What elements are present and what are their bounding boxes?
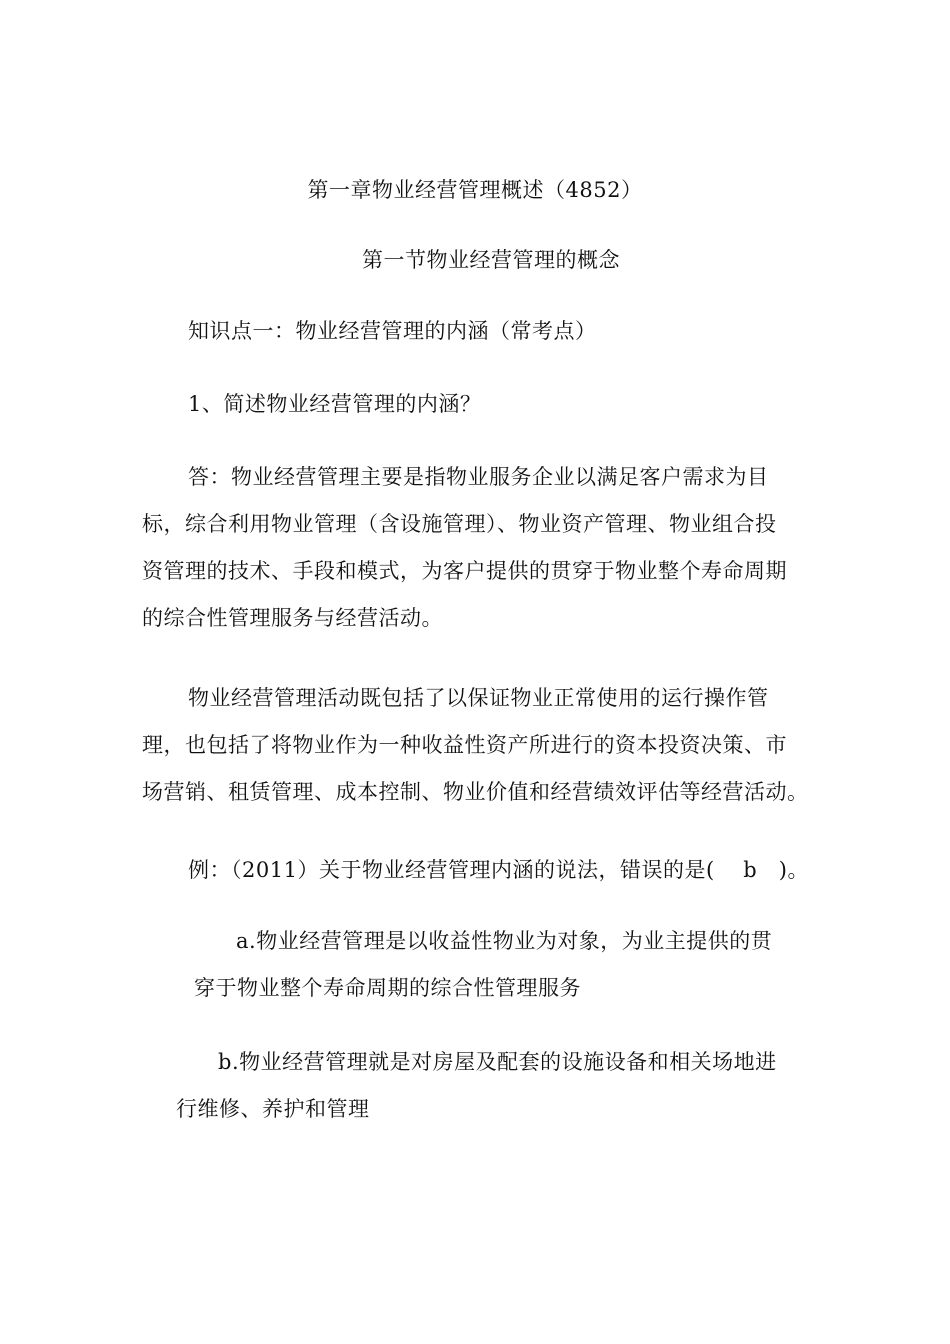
paragraph-line: 理，也包括了将物业作为一种收益性资产所进行的资本投资决策、市 (142, 733, 787, 757)
answer-line: 资管理的技术、手段和模式，为客户提供的贯穿于物业整个寿命周期 (142, 559, 787, 583)
option-b-line: 行维修、养护和管理 (176, 1097, 370, 1121)
knowledge-point-heading: 知识点一：物业经营管理的内涵（常考点） (188, 319, 597, 343)
answer-line: 答：物业经营管理主要是指物业服务企业以满足客户需求为目 (188, 465, 769, 489)
paragraph-line: 场营销、租赁管理、成本控制、物业价值和经营绩效评估等经营活动。 (142, 780, 809, 804)
chapter-title: 第一章物业经营管理概述（4852） (307, 178, 643, 202)
option-a-line: 穿于物业整个寿命周期的综合性管理服务 (194, 976, 581, 1000)
example-question: 例：（2011）关于物业经营管理内涵的说法，错误的是( b )。 (188, 858, 809, 882)
option-b-line: b.物业经营管理就是对房屋及配套的设施设备和相关场地进 (218, 1050, 777, 1074)
answer-line: 标，综合利用物业管理（含设施管理）、物业资产管理、物业组合投 (142, 512, 777, 536)
paragraph-line: 物业经营管理活动既包括了以保证物业正常使用的运行操作管 (188, 686, 769, 710)
option-a-line: a.物业经营管理是以收益性物业为对象，为业主提供的贯 (236, 929, 773, 953)
answer-line: 的综合性管理服务与经营活动。 (142, 606, 443, 630)
section-title: 第一节物业经营管理的概念 (362, 248, 620, 272)
question-text: 1、简述物业经营管理的内涵？ (188, 392, 482, 416)
